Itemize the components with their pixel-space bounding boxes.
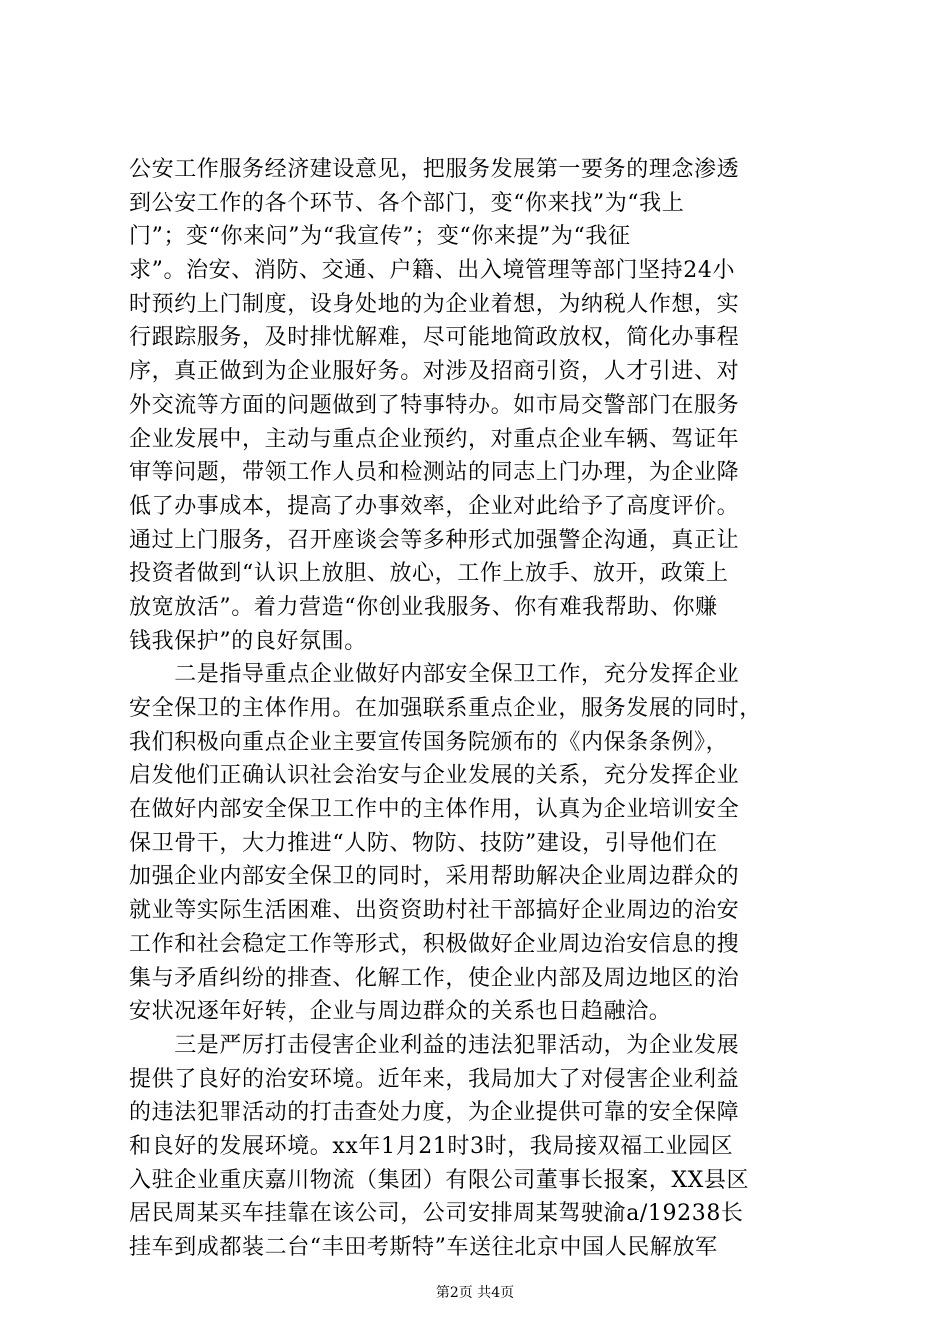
text-line: 门”；变“你来问”为“我宣传”；变“你来提”为“我征 (129, 224, 631, 250)
text-line: 入驻企业重庆嘉川物流（集团）有限公司董事长报案，XX县区 (129, 1167, 750, 1193)
text-line: 序，真正做到为企业服好务。对涉及招商引资，人才引进、对 (129, 359, 740, 385)
text-line: 企业发展中，主动与重点企业预约，对重点企业车辆、驾证年 (129, 426, 740, 452)
text-line: 就业等实际生活困难、出资资助村社干部搞好企业周边的治安 (129, 898, 740, 924)
text-line: 在做好内部安全保卫工作中的主体作用，认真为企业培训安全 (129, 797, 740, 823)
text-line: 的违法犯罪活动的打击查处力度，为企业提供可靠的安全保障 (129, 1100, 740, 1126)
text-line: 安全保卫的主体作用。在加强联系重点企业，服务发展的同时， (129, 696, 762, 721)
body-text (129, 153, 829, 1265)
text-line: 外交流等方面的问题做到了特事特办。如市局交警部门在服务 (129, 392, 740, 418)
text-line: 居民周某买车挂靠在该公司，公司安排周某驾驶渝a/19238长 (129, 1201, 744, 1227)
text-line: 到公安工作的各个环节、各个部门，变“你来找”为“我上 (129, 190, 685, 216)
text-line: 通过上门服务，召开座谈会等多种形式加强警企沟通，真正让 (129, 527, 740, 553)
text-line: 钱我保护”的良好氛围。 (129, 628, 367, 654)
text-line: 时预约上门制度，设身处地的为企业着想，为纳税人作想，实 (129, 291, 740, 317)
text-line: 三是严厉打击侵害企业利益的违法犯罪活动，为企业发展 (129, 1032, 740, 1058)
text-line: 公安工作服务经济建设意见，把服务发展第一要务的理念渗透 (129, 157, 740, 182)
text-line: 二是指导重点企业做好内部安全保卫工作，充分发挥企业 (129, 662, 740, 688)
text-line: 投资者做到“认识上放胆、放心，工作上放手、放开，政策上 (129, 561, 729, 587)
text-line: 集与矛盾纠纷的排查、化解工作，使企业内部及周边地区的治 (129, 965, 740, 991)
text-line: 挂车到成都装二台“丰田考斯特”车送往北京中国人民解放军 (129, 1235, 718, 1260)
text-line: 工作和社会稳定工作等形式，积极做好企业周边治安信息的搜 (129, 931, 740, 957)
text-line: 审等问题，带领工作人员和检测站的同志上门办理，为企业降 (129, 460, 740, 486)
text-line: 加强企业内部安全保卫的同时，采用帮助解决企业周边群众的 (129, 864, 740, 890)
page-footer: 第2页 共4页 (435, 1285, 515, 1301)
text-line: 安状况逐年好转，企业与周边群众的关系也日趋融洽。 (129, 999, 672, 1025)
text-line: 我们积极向重点企业主要宣传国务院颁布的《内保条条例》， (129, 729, 729, 755)
text-line: 启发他们正确认识社会治安与企业发展的关系，充分发挥企业 (129, 763, 740, 789)
text-line: 提供了良好的治安环境。近年来，我局加大了对侵害企业利益 (129, 1066, 740, 1092)
text-line: 低了办事成本，提高了办事效率，企业对此给予了高度评价。 (129, 493, 740, 519)
text-line: 行跟踪服务，及时排忧解难，尽可能地简政放权，简化办事程 (129, 325, 740, 351)
text-line: 放宽放活”。着力营造“你创业我服务、你有难我帮助、你赚 (129, 594, 718, 620)
text-line: 和良好的发展环境。xx年1月21时3时，我局接双福工业园区 (129, 1133, 734, 1159)
text-line: 保卫骨干，大力推进“人防、物防、技防”建设，引导他们在 (129, 830, 718, 856)
text-line: 求”。治安、消防、交通、户籍、出入境管理等部门坚持24小 (129, 258, 736, 284)
